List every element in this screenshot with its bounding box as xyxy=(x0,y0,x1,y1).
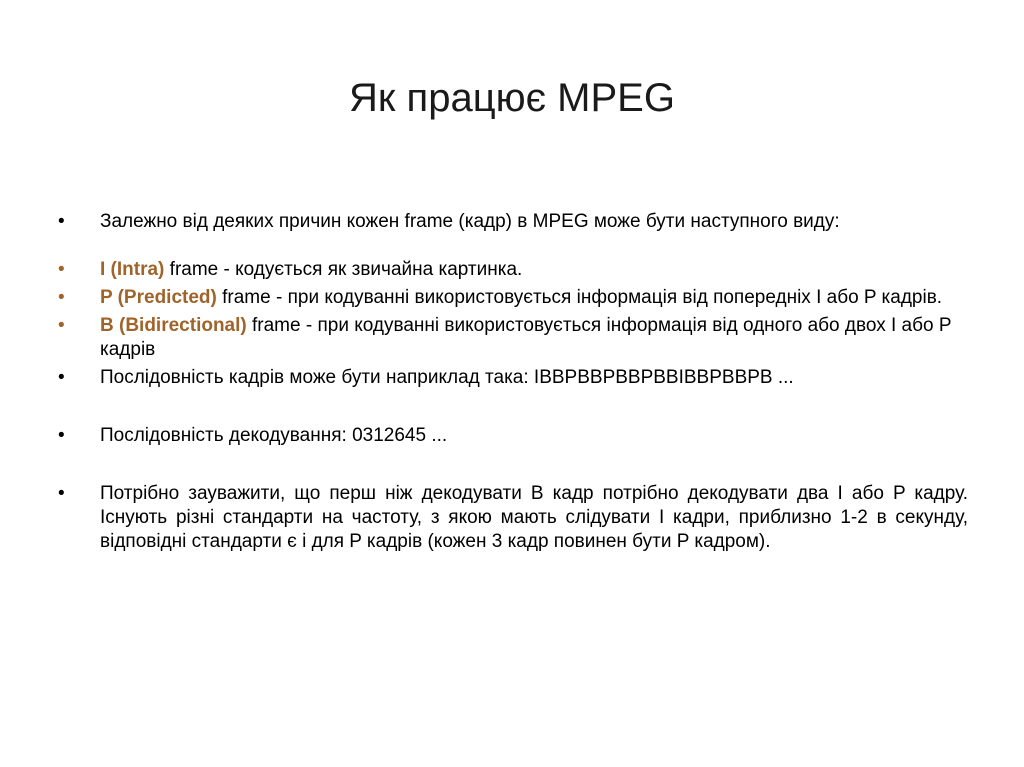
bullet-dot: • xyxy=(58,259,65,280)
bullet-text xyxy=(100,259,522,280)
bullet-text xyxy=(100,315,951,360)
bullet-text: Потрібно зауважити, що перш ніж декодувати B кадр потрібно декодувати два I або P кадру. Існують різні стандарти на частоту, з якою мають слідувати I кадри, приблизно 1-2 в секунду, відповідні стандарти є і для P кадрів (кожен 3 кадр повинен бути P кадром). xyxy=(100,483,968,552)
frame-type-description: frame - кодується як звичайна картинка. xyxy=(164,259,523,280)
bullet-item-p-frame xyxy=(58,286,968,310)
frame-type-description: frame - при кодуванні використовується інформація від одного або двох I або P кадрів xyxy=(100,315,952,360)
slide-title: Як працює MPEG xyxy=(349,76,675,120)
bullet-dot: • xyxy=(58,483,65,504)
bullet-item-decode-order xyxy=(58,424,968,448)
bullet-dot: • xyxy=(58,211,65,232)
bullet-dot: • xyxy=(58,287,65,308)
bullet-dot: • xyxy=(58,367,65,388)
bullet-text xyxy=(100,287,942,308)
bullet-item-note xyxy=(58,482,968,554)
frame-type-term: P (Predicted) xyxy=(100,287,217,308)
bullet-text: Послідовність кадрів може бути наприклад така: IBBPBBPBBPBBIBBPBBPB ... xyxy=(100,367,794,388)
bullet-dot: • xyxy=(58,425,65,446)
bullet-item-intro xyxy=(58,210,968,234)
bullet-text: Послідовність декодування: 0312645 ... xyxy=(100,425,448,446)
bullet-item-frame-sequence xyxy=(58,366,968,390)
frame-type-term: I (Intra) xyxy=(100,259,165,280)
frame-type-description: frame - при кодуванні використовується інформація від попередніх I або P кадрів. xyxy=(216,287,943,308)
bullet-text: Залежно від деяких причин кожен frame (кадр) в MPEG може бути наступного виду: xyxy=(100,211,840,232)
bullet-dot: • xyxy=(58,315,65,336)
frame-type-term: B (Bidirectional) xyxy=(100,315,247,336)
bullet-item-b-frame xyxy=(58,314,968,362)
bullet-list xyxy=(58,210,968,558)
bullet-item-i-frame xyxy=(58,258,968,282)
